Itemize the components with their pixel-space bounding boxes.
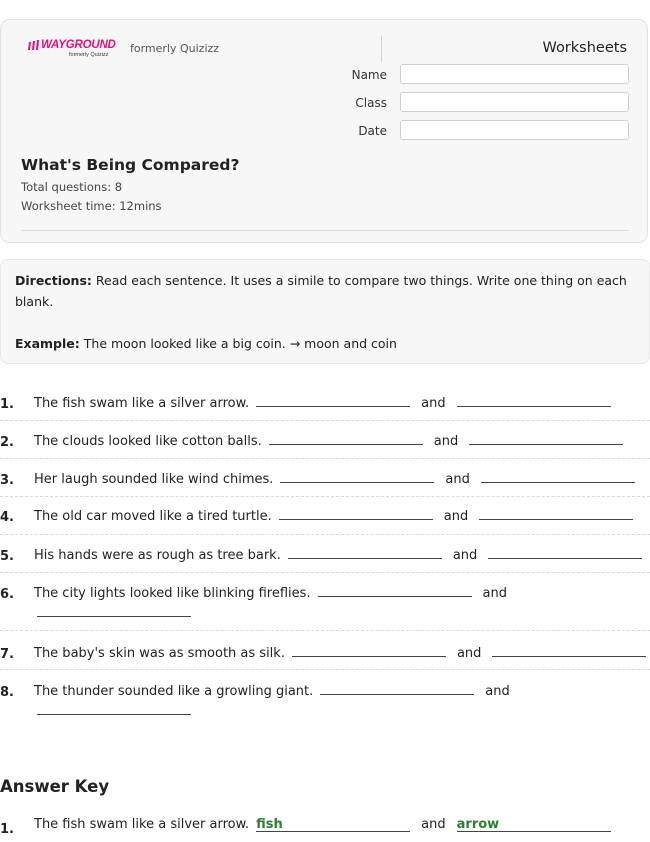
question-text-row — [34, 505, 640, 524]
question-text-row — [34, 642, 650, 661]
and-word: and — [485, 684, 510, 699]
example-text: The moon looked like a big coin. → moon and coin — [83, 336, 397, 351]
answer-blank-2[interactable] — [37, 602, 191, 617]
and-word: and — [421, 396, 446, 411]
answer-blank-1[interactable] — [320, 680, 474, 695]
question-text-row — [34, 430, 630, 449]
and-word: and — [445, 472, 470, 487]
and-word: and — [482, 586, 507, 601]
question-number: 8. — [0, 685, 14, 700]
header-rule — [21, 230, 629, 231]
logo-mark-icon — [28, 40, 42, 52]
question-text-row — [34, 544, 649, 563]
logo-wordmark: WAYGROUND — [41, 39, 116, 51]
date-field[interactable] — [400, 120, 629, 140]
answer-blank-2[interactable] — [479, 505, 633, 520]
question-divider — [0, 534, 650, 535]
answer-blank-1[interactable] — [288, 544, 442, 559]
question-divider — [0, 458, 650, 459]
answer-blank-1[interactable] — [292, 642, 446, 657]
answer-blank-1[interactable] — [256, 392, 410, 407]
question-divider — [0, 496, 650, 497]
question-text-row-wrap — [30, 602, 198, 621]
question-number: 3. — [0, 473, 14, 488]
answer-blank-1[interactable] — [269, 430, 423, 445]
header-divider — [381, 36, 382, 62]
question-divider — [0, 420, 650, 421]
answer-key-title: Answer Key — [0, 777, 110, 796]
question-divider — [0, 572, 650, 573]
question-number: 2. — [0, 435, 14, 450]
answer-blank-2[interactable] — [469, 430, 623, 445]
question-number: 6. — [0, 587, 14, 602]
date-label: Date — [358, 124, 387, 138]
question-text-row — [34, 680, 514, 699]
answer-blank-1[interactable] — [280, 468, 434, 483]
worksheets-title: Worksheets — [542, 40, 627, 56]
answer-blank-2[interactable] — [488, 544, 642, 559]
answer-blank-2[interactable] — [37, 700, 191, 715]
answer-blank-2[interactable] — [457, 392, 611, 407]
and-word: and — [452, 548, 478, 563]
and-word: and — [421, 817, 446, 832]
question-text: The thunder sounded like a growling giant. — [34, 684, 314, 699]
question-text: The city lights looked like blinking fireflies. — [34, 586, 311, 601]
question-number: 7. — [0, 647, 14, 662]
name-field[interactable] — [400, 64, 629, 84]
question-number: 5. — [0, 549, 14, 564]
and-word: and — [456, 646, 482, 661]
question-text-row-wrap — [30, 700, 198, 719]
question-number: 4. — [0, 510, 14, 525]
and-word: and — [443, 509, 469, 524]
question-divider — [0, 669, 650, 670]
question-text: The fish swam like a silver arrow. — [34, 817, 250, 832]
class-field[interactable] — [400, 92, 629, 112]
directions-text: Read each sentence. It uses a simile to compare two things. Write one thing on each blank. — [15, 273, 627, 309]
question-text: His hands were as rough as tree bark. — [34, 548, 281, 563]
question-text: The baby's skin was as smooth as silk. — [34, 646, 285, 661]
example-label: Example: — [15, 336, 80, 351]
directions-label: Directions: — [15, 273, 92, 288]
class-label: Class — [355, 96, 387, 110]
answer-blank-2[interactable] — [481, 468, 635, 483]
logo-subtitle: formerly Quizizz — [69, 52, 109, 58]
answer-value-1: fish — [256, 817, 410, 832]
question-text: Her laugh sounded like wind chimes. — [34, 472, 274, 487]
directions-box — [0, 259, 650, 364]
wayground-logo — [28, 39, 116, 61]
answer-blank-1[interactable] — [279, 505, 433, 520]
question-text-row — [34, 582, 511, 601]
worksheet-time: Worksheet time: 12mins — [21, 199, 162, 213]
question-text: The fish swam like a silver arrow. — [34, 396, 250, 411]
name-label: Name — [351, 68, 387, 82]
total-questions: Total questions: 8 — [21, 180, 123, 194]
question-number: 1. — [0, 397, 14, 412]
question-text: The clouds looked like cotton balls. — [34, 434, 262, 449]
question-text-row — [34, 817, 618, 832]
formerly-quizizz-text: formerly Quizizz — [130, 42, 220, 55]
worksheet-title: What's Being Compared? — [21, 156, 240, 174]
question-text-row — [34, 468, 642, 487]
answer-value-2: arrow — [457, 817, 611, 832]
question-text-row — [34, 392, 618, 411]
answer-blank-1[interactable] — [318, 582, 472, 597]
answer-blank-2[interactable] — [492, 642, 646, 657]
worksheet-header — [0, 19, 648, 243]
question-text: The old car moved like a tired turtle. — [34, 509, 272, 524]
and-word: and — [433, 434, 459, 449]
question-number: 1. — [0, 822, 14, 837]
question-divider — [0, 630, 650, 631]
